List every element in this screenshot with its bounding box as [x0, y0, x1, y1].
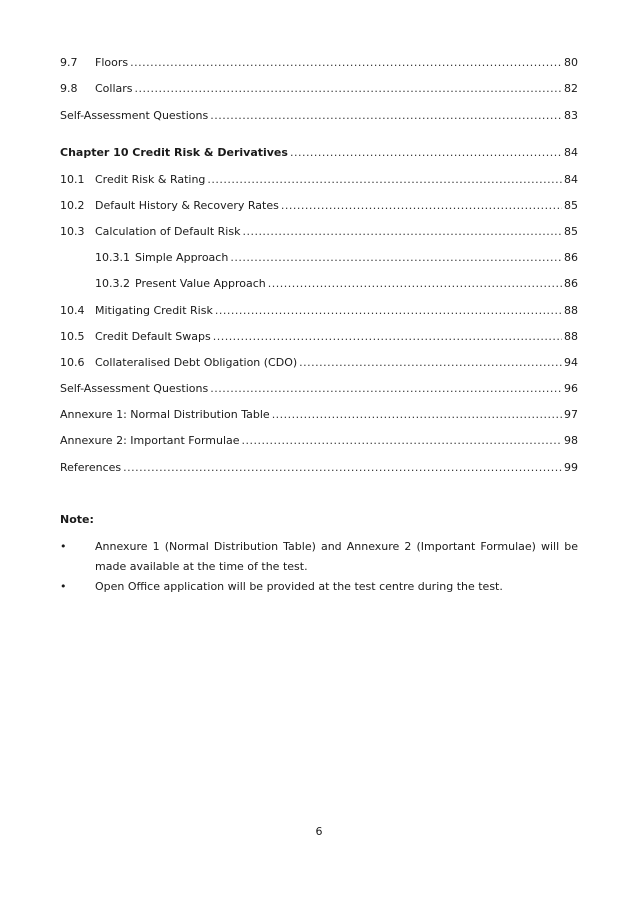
- dot-leader: [207, 173, 562, 186]
- toc-entry-number: 10.3.2: [95, 277, 130, 290]
- toc-entry-page: 84: [564, 146, 578, 159]
- toc-entry[interactable]: [60, 56, 578, 72]
- page-number: 6: [315, 825, 323, 838]
- dot-leader: [272, 408, 562, 421]
- toc-entry-number: 10.3: [60, 225, 85, 238]
- toc-entry-page: 86: [564, 251, 578, 264]
- toc-entry-title: Calculation of Default Risk: [95, 225, 241, 238]
- toc-entry-title: Credit Risk & Rating: [95, 173, 206, 186]
- note-item: [60, 537, 578, 577]
- toc-entry-title: Self-Assessment Questions: [60, 382, 209, 395]
- toc-entry-page: 82: [564, 82, 578, 95]
- toc-entry[interactable]: [95, 251, 578, 267]
- toc-entry[interactable]: [60, 225, 578, 241]
- toc-entry-number: 9.8: [60, 82, 78, 95]
- toc-entry[interactable]: [95, 277, 578, 293]
- toc-entry-page: 96: [564, 382, 578, 395]
- toc-entry[interactable]: [60, 408, 578, 424]
- dot-leader: [123, 461, 562, 474]
- dot-leader: [281, 199, 562, 212]
- toc-entry-title: Collateralised Debt Obligation (CDO): [95, 356, 298, 369]
- dot-leader: [242, 434, 562, 447]
- toc-entry[interactable]: [60, 109, 578, 125]
- note-text: Open Office application will be provided at the test centre during the test.: [95, 580, 503, 593]
- toc-entry-title: Present Value Approach: [135, 277, 266, 290]
- dot-leader: [130, 56, 562, 69]
- dot-leader: [268, 277, 562, 290]
- toc-entry-page: 99: [564, 461, 578, 474]
- toc-entry[interactable]: [60, 304, 578, 320]
- dot-leader: [290, 146, 562, 159]
- toc-entry-title: Collars: [95, 82, 133, 95]
- toc-entry-number: 10.4: [60, 304, 85, 317]
- toc-entry-page: 85: [564, 199, 578, 212]
- toc-entry-number: 10.5: [60, 330, 85, 343]
- toc-entry-page: 88: [564, 304, 578, 317]
- bullet-icon: •: [60, 540, 67, 553]
- dot-leader: [210, 382, 562, 395]
- toc-entry[interactable]: [60, 173, 578, 189]
- dot-leader: [242, 225, 562, 238]
- toc-entry[interactable]: [60, 356, 578, 372]
- toc-entry[interactable]: [60, 434, 578, 450]
- toc-entry-number: 10.2: [60, 199, 85, 212]
- toc-entry-title: Default History & Recovery Rates: [95, 199, 279, 212]
- toc-entry-page: 83: [564, 109, 578, 122]
- toc-entry-title: Annexure 2: Important Formulae: [60, 434, 240, 447]
- toc-entry[interactable]: [60, 382, 578, 398]
- toc-entry-title: References: [60, 461, 122, 474]
- toc-entry-number: 10.6: [60, 356, 85, 369]
- toc-entry-title: Annexure 1: Normal Distribution Table: [60, 408, 270, 421]
- toc-entry-number: 10.3.1: [95, 251, 130, 264]
- dot-leader: [213, 330, 562, 343]
- toc-entry-title: Credit Default Swaps: [95, 330, 211, 343]
- dot-leader: [210, 109, 562, 122]
- toc-entry[interactable]: [60, 146, 578, 162]
- toc-entry-page: 97: [564, 408, 578, 421]
- note-text: Annexure 1 (Normal Distribution Table) and Annexure 2 (Important Formulae) will be made available at the time of the test.: [95, 540, 578, 573]
- toc-entry-title: Floors: [95, 56, 129, 69]
- toc-entry-title: Self-Assessment Questions: [60, 109, 209, 122]
- note-item: [60, 577, 578, 597]
- toc-entry[interactable]: [60, 82, 578, 98]
- toc-entry[interactable]: [60, 461, 578, 477]
- toc-entry-page: 80: [564, 56, 578, 69]
- dot-leader: [299, 356, 562, 369]
- toc-entry[interactable]: [60, 199, 578, 215]
- toc-entry-page: 84: [564, 173, 578, 186]
- note-heading: Note:: [60, 513, 94, 526]
- toc-entry-number: 10.1: [60, 173, 85, 186]
- toc-entry-page: 85: [564, 225, 578, 238]
- toc-entry-title: Simple Approach: [135, 251, 229, 264]
- toc-entry-page: 94: [564, 356, 578, 369]
- toc-entry-title: Mitigating Credit Risk: [95, 304, 213, 317]
- dot-leader: [135, 82, 562, 95]
- toc-entry-page: 98: [564, 434, 578, 447]
- dot-leader: [215, 304, 562, 317]
- toc-entry-page: 88: [564, 330, 578, 343]
- dot-leader: [230, 251, 562, 264]
- toc-entry-page: 86: [564, 277, 578, 290]
- toc-entry-title: Chapter 10 Credit Risk & Derivatives: [60, 146, 288, 159]
- toc-entry[interactable]: [60, 330, 578, 346]
- bullet-icon: •: [60, 580, 67, 593]
- toc-entry-number: 9.7: [60, 56, 78, 69]
